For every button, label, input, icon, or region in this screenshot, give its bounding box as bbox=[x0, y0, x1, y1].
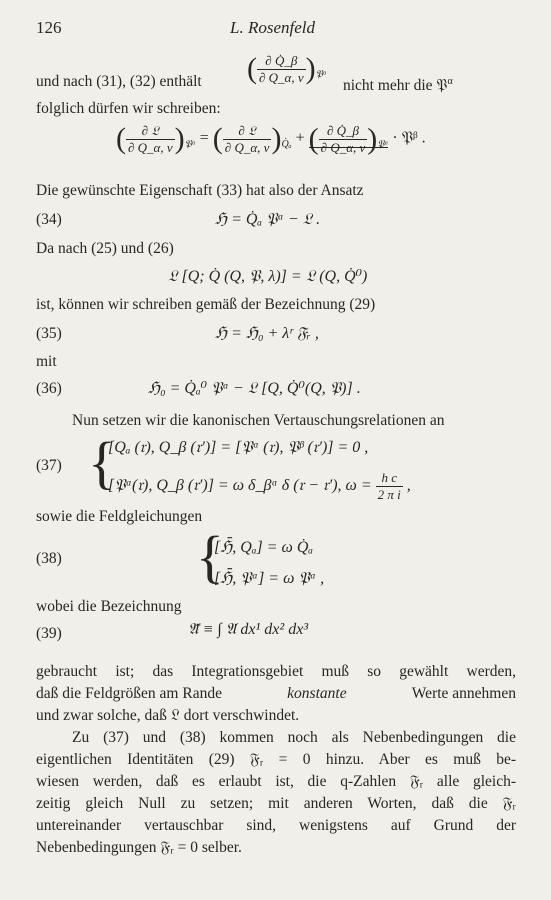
equation-39: 𝔄̄ ≡ ∫ 𝔄 dx¹ dx² dx³ bbox=[188, 621, 309, 638]
equation-36: ℌ₀ = Q̇ₐ⁰ 𝔓ᵅ − 𝔏 [Q, Q̇⁰(Q, 𝔓)] . bbox=[148, 380, 361, 397]
brace-37: { bbox=[88, 430, 116, 495]
text-line-6: mit bbox=[36, 353, 57, 370]
equation-38b: [ℌ̄, 𝔓ᵅ] = ω 𝔓̇ᵅ , bbox=[214, 570, 325, 587]
paragraph-line-5: eigentlichen Identitäten (29) 𝔉ᵣ = 0 hinzu. Aber es muß be- bbox=[36, 751, 516, 768]
equation-35: ℌ = ℌ₀ + λʳ 𝔉ᵣ , bbox=[215, 325, 319, 342]
text-line-2: folglich dürfen wir schreiben: bbox=[36, 100, 221, 117]
page-number: 126 bbox=[36, 18, 62, 37]
paragraph-line-4: Zu (37) und (38) kommen noch als Nebenbedingungen die bbox=[72, 729, 516, 746]
equation-derivative: ( $\frac{\text{∂ 𝔏}}{\partial Q\_\alpha, \nu}$ )$_{𝔓ᵅ}$ = ( $\frac{\text{∂ 𝔏}}{\partial Q\_\alpha, \nu}$ )$_{Q̇_a}$ + ( $\frac{\partial Q̇\_\beta}{\partial Q\_\alpha, \nu}$ )$_{𝔓ᵅ}$ · 𝔓ᵝ . bbox=[116, 122, 426, 155]
paragraph-line-7: zeitig gleich Null zu setzen; mit anderen Worten, daß die 𝔉ᵣ bbox=[36, 795, 516, 812]
inline-fraction: ( $\frac{\partial Q̇\_\beta}{\partial Q\_\alpha, \nu}$ )$_{𝔓ᵅ}$ bbox=[247, 52, 327, 85]
eq-number-39: (39) bbox=[36, 625, 62, 642]
paragraph-line-8: untereinander vertauschbar sind, wenigstens auf Grund der bbox=[36, 817, 516, 834]
text-line-5: ist, können wir schreiben gemäß der Bezeichnung (29) bbox=[36, 296, 376, 313]
text-line-1b: nicht mehr die 𝔓$^\alpha$ bbox=[343, 76, 453, 95]
text-line-3: Die gewünschte Eigenschaft (33) hat also der Ansatz bbox=[36, 182, 364, 199]
frac-subscript: 𝔓ᵅ bbox=[315, 68, 327, 80]
text-line-1a: und nach (31), (32) enthält bbox=[36, 73, 202, 90]
text-line-8: sowie die Feldgleichungen bbox=[36, 508, 203, 525]
text-line-4: Da nach (25) und (26) bbox=[36, 240, 174, 257]
brace-38: { bbox=[196, 524, 224, 589]
equation-lagrangian: 𝔏 [Q; Q̇ (Q, 𝔓, λ)] = 𝔏 (Q, Q̇⁰) bbox=[168, 268, 368, 285]
eq-number-34: (34) bbox=[36, 211, 62, 228]
eq-number-38: (38) bbox=[36, 550, 62, 567]
equation-37b: [𝔓ᵅ(𝔯), Q_β (𝔯′)] = ω δ_βᵅ δ (𝔯 − 𝔯′), ω = $\frac{\text{h c}}{\text{2 π i}}$ , bbox=[108, 470, 411, 502]
equation-34: ℌ = Q̇ₐ 𝔓ᵅ − 𝔏 . bbox=[215, 211, 321, 228]
paragraph-line-3: und zwar solche, daß 𝔏 dort verschwindet. bbox=[36, 707, 300, 724]
text-line-7: Nun setzen wir die kanonischen Vertauschungsrelationen an bbox=[72, 412, 445, 429]
running-head-author: L. Rosenfeld bbox=[230, 18, 315, 37]
paragraph-line-6: wiesen werden, daß es erlaubt ist, die q-Zahlen 𝔉ᵣ alle gleich- bbox=[36, 773, 516, 790]
frac-den: ∂ Q_α, ν bbox=[259, 69, 304, 85]
equation-38a: [ℌ̄, Qₐ] = ω Q̇ₐ bbox=[214, 539, 314, 556]
paragraph-line-2: daß die Feldgrößen am Rande konstante Werte annehmen bbox=[36, 685, 516, 702]
eq-number-37: (37) bbox=[36, 457, 62, 474]
eq-number-35: (35) bbox=[36, 325, 62, 342]
eq-number-36: (36) bbox=[36, 380, 62, 397]
equation-37a: [Qₐ (𝔯), Q_β (𝔯′)] = [𝔓ᵅ (𝔯), 𝔓ᵝ (𝔯′)] = 0 , bbox=[108, 439, 369, 456]
paragraph-line-9: Nebenbedingungen 𝔉ᵣ = 0 selber. bbox=[36, 839, 242, 856]
paragraph-line-1: gebraucht ist; das Integrationsgebiet muß so gewählt werden, bbox=[36, 663, 516, 680]
frac-num: ∂ Q̇_β bbox=[257, 53, 306, 70]
text-line-9: wobei die Bezeichnung bbox=[36, 598, 182, 615]
